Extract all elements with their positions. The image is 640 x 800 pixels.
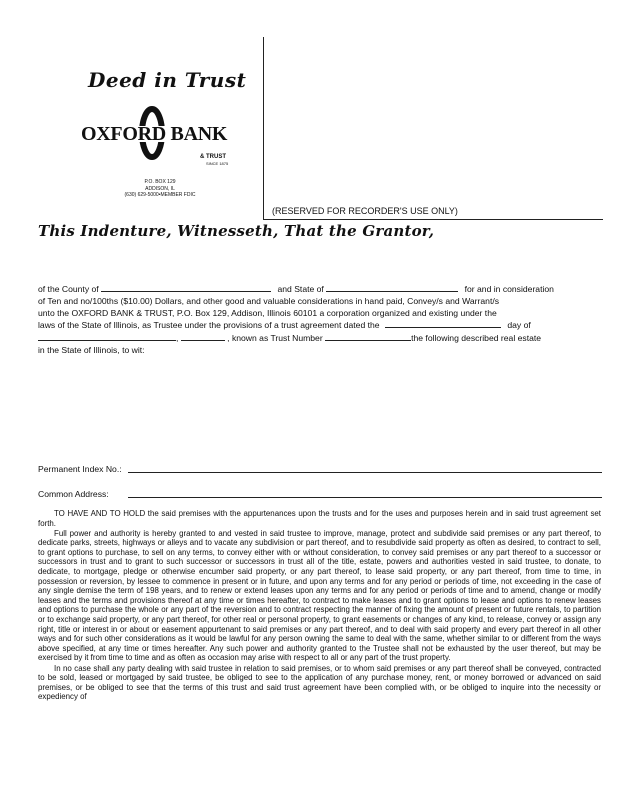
third-party-paragraph: In no case shall any party dealing with said trustee in relation to said premises, or to whom said premises or any part thereof shall be conveyed, contracted to be sold, leased or mortgaged by said trustee, be obliged to see to the application of any purchase money, rent, or money borrowed or advanced on said premises, or be obliged to see that the terms of this trust and said trust agreement have been complied with, or be obliged to inquire into the necessity or expediency of — [38, 663, 601, 702]
bank-trust-since: SINCE 1875 — [206, 161, 229, 166]
pin-label: Permanent Index No.: — [38, 464, 122, 474]
document-title: Deed in Trust — [88, 68, 247, 92]
recorder-reserved-label: (RESERVED FOR RECORDER'S USE ONLY) — [272, 206, 458, 216]
comma: , — [176, 333, 179, 344]
consideration-label: for and in consideration — [464, 284, 554, 294]
recorder-box-divider — [263, 37, 264, 220]
trust-number-field[interactable] — [325, 332, 411, 341]
conveyance-paragraph — [38, 283, 603, 357]
bank-address — [110, 179, 210, 199]
trust-agreement-label: laws of the State of Illinois, as Trustee under the provisions of a trust agreement dated the — [38, 320, 380, 331]
year-field[interactable] — [181, 332, 225, 341]
habendum-paragraph: TO HAVE AND TO HOLD the said premises with the appurtenances upon the trusts and for the uses and purposes herein and in said trust agreement set forth. — [38, 509, 601, 528]
bank-trust: & TRUST — [200, 154, 226, 160]
pin-field[interactable] — [128, 472, 602, 473]
county-field[interactable] — [101, 283, 271, 292]
powers-paragraph: Full power and authority is hereby granted to and vested in said trustee to improve, manage, protect and subdivide said premises or any part thereof, to dedicate parks, streets, highways or alleys and to vacate any subdivision or part thereof, and to resubdivide said property as often as desired, to contract to sell, to grant options to purchase, to sell on any terms, to convey either with or without consideration, to convey said premises or any part thereof to a successor or successors in trust and to grant to such successor or successors in trust all of the title, estate, powers and authorities vested in said trustee, to donate, to dedicate, to mortgage, pledge or otherwise encumber said property, or any part thereof, to lease said property, or any part thereof, from time to time, in possession or reversion, by lessee to commence in present or in future, and upon any terms and for any period or periods of time, not exceeding in the case of any single demise the term of 198 years, and to renew or extend leases upon any terms and for any period or periods of time and to amend, change or modify leases and the terms and provisions thereof at any time or times hereafter, to contract to make leases and to grant options to lease and options to renew leases and options to purchase the whole or any part of the reversion and to contract respecting the manner of fixing the amount of present or future rentals, to partition or to exchange said property, or any part thereof, for other real or personal property, to grant easements or changes of any kind, to release, convey or assign any right, title or interest in or about or easement appurtenant to said premises or any part thereof, and to deal with said property and every part thereof in all other ways and for such other considerations as it would be lawful for any person owning the same to deal with the same, whether similar to or different from the ways above specified, at any time or times hereafter. Any such power and authority granted to the Trustee shall not be exhausted by the user thereof, but may be exercised by it from time to time and as often as occasion may arise with respect to all or any part of the trust property. — [38, 528, 601, 663]
consideration-line: of Ten and no/100ths ($10.00) Dollars, and other good and valuable considerations in hand paid, Convey/s and Warrant/s — [38, 295, 500, 306]
state-label: and State of — [277, 284, 324, 294]
address-line: ADDISON, IL — [145, 185, 175, 192]
agreement-date-field[interactable] — [385, 319, 501, 328]
legal-description-label: the following described real estate — [411, 333, 542, 344]
indenture-heading: This Indenture, Witnesseth, That the Grantor, — [38, 222, 435, 240]
common-address-label: Common Address: — [38, 489, 109, 499]
state-field[interactable] — [326, 283, 458, 292]
address-line: (630) 629-5000•MEMBER FDIC — [124, 192, 196, 198]
trust-powers-text — [38, 509, 601, 702]
day-of-label: day of — [507, 320, 531, 331]
address-line: P.O. BOX 129 — [144, 179, 176, 185]
county-label: of the County of — [38, 284, 99, 294]
trust-number-label: , known as Trust Number — [227, 333, 323, 344]
trustee-line: unto the OXFORD BANK & TRUST, P.O. Box 129, Addison, Illinois 60101 a corporation organized and existing under the — [38, 307, 497, 318]
common-address-field[interactable] — [128, 497, 602, 498]
recorder-box-baseline — [263, 219, 603, 220]
legal-description-intro: in the State of Illinois, to wit: — [38, 344, 145, 355]
month-field[interactable] — [38, 332, 179, 344]
bank-name: OXFORD BANK — [81, 123, 228, 145]
